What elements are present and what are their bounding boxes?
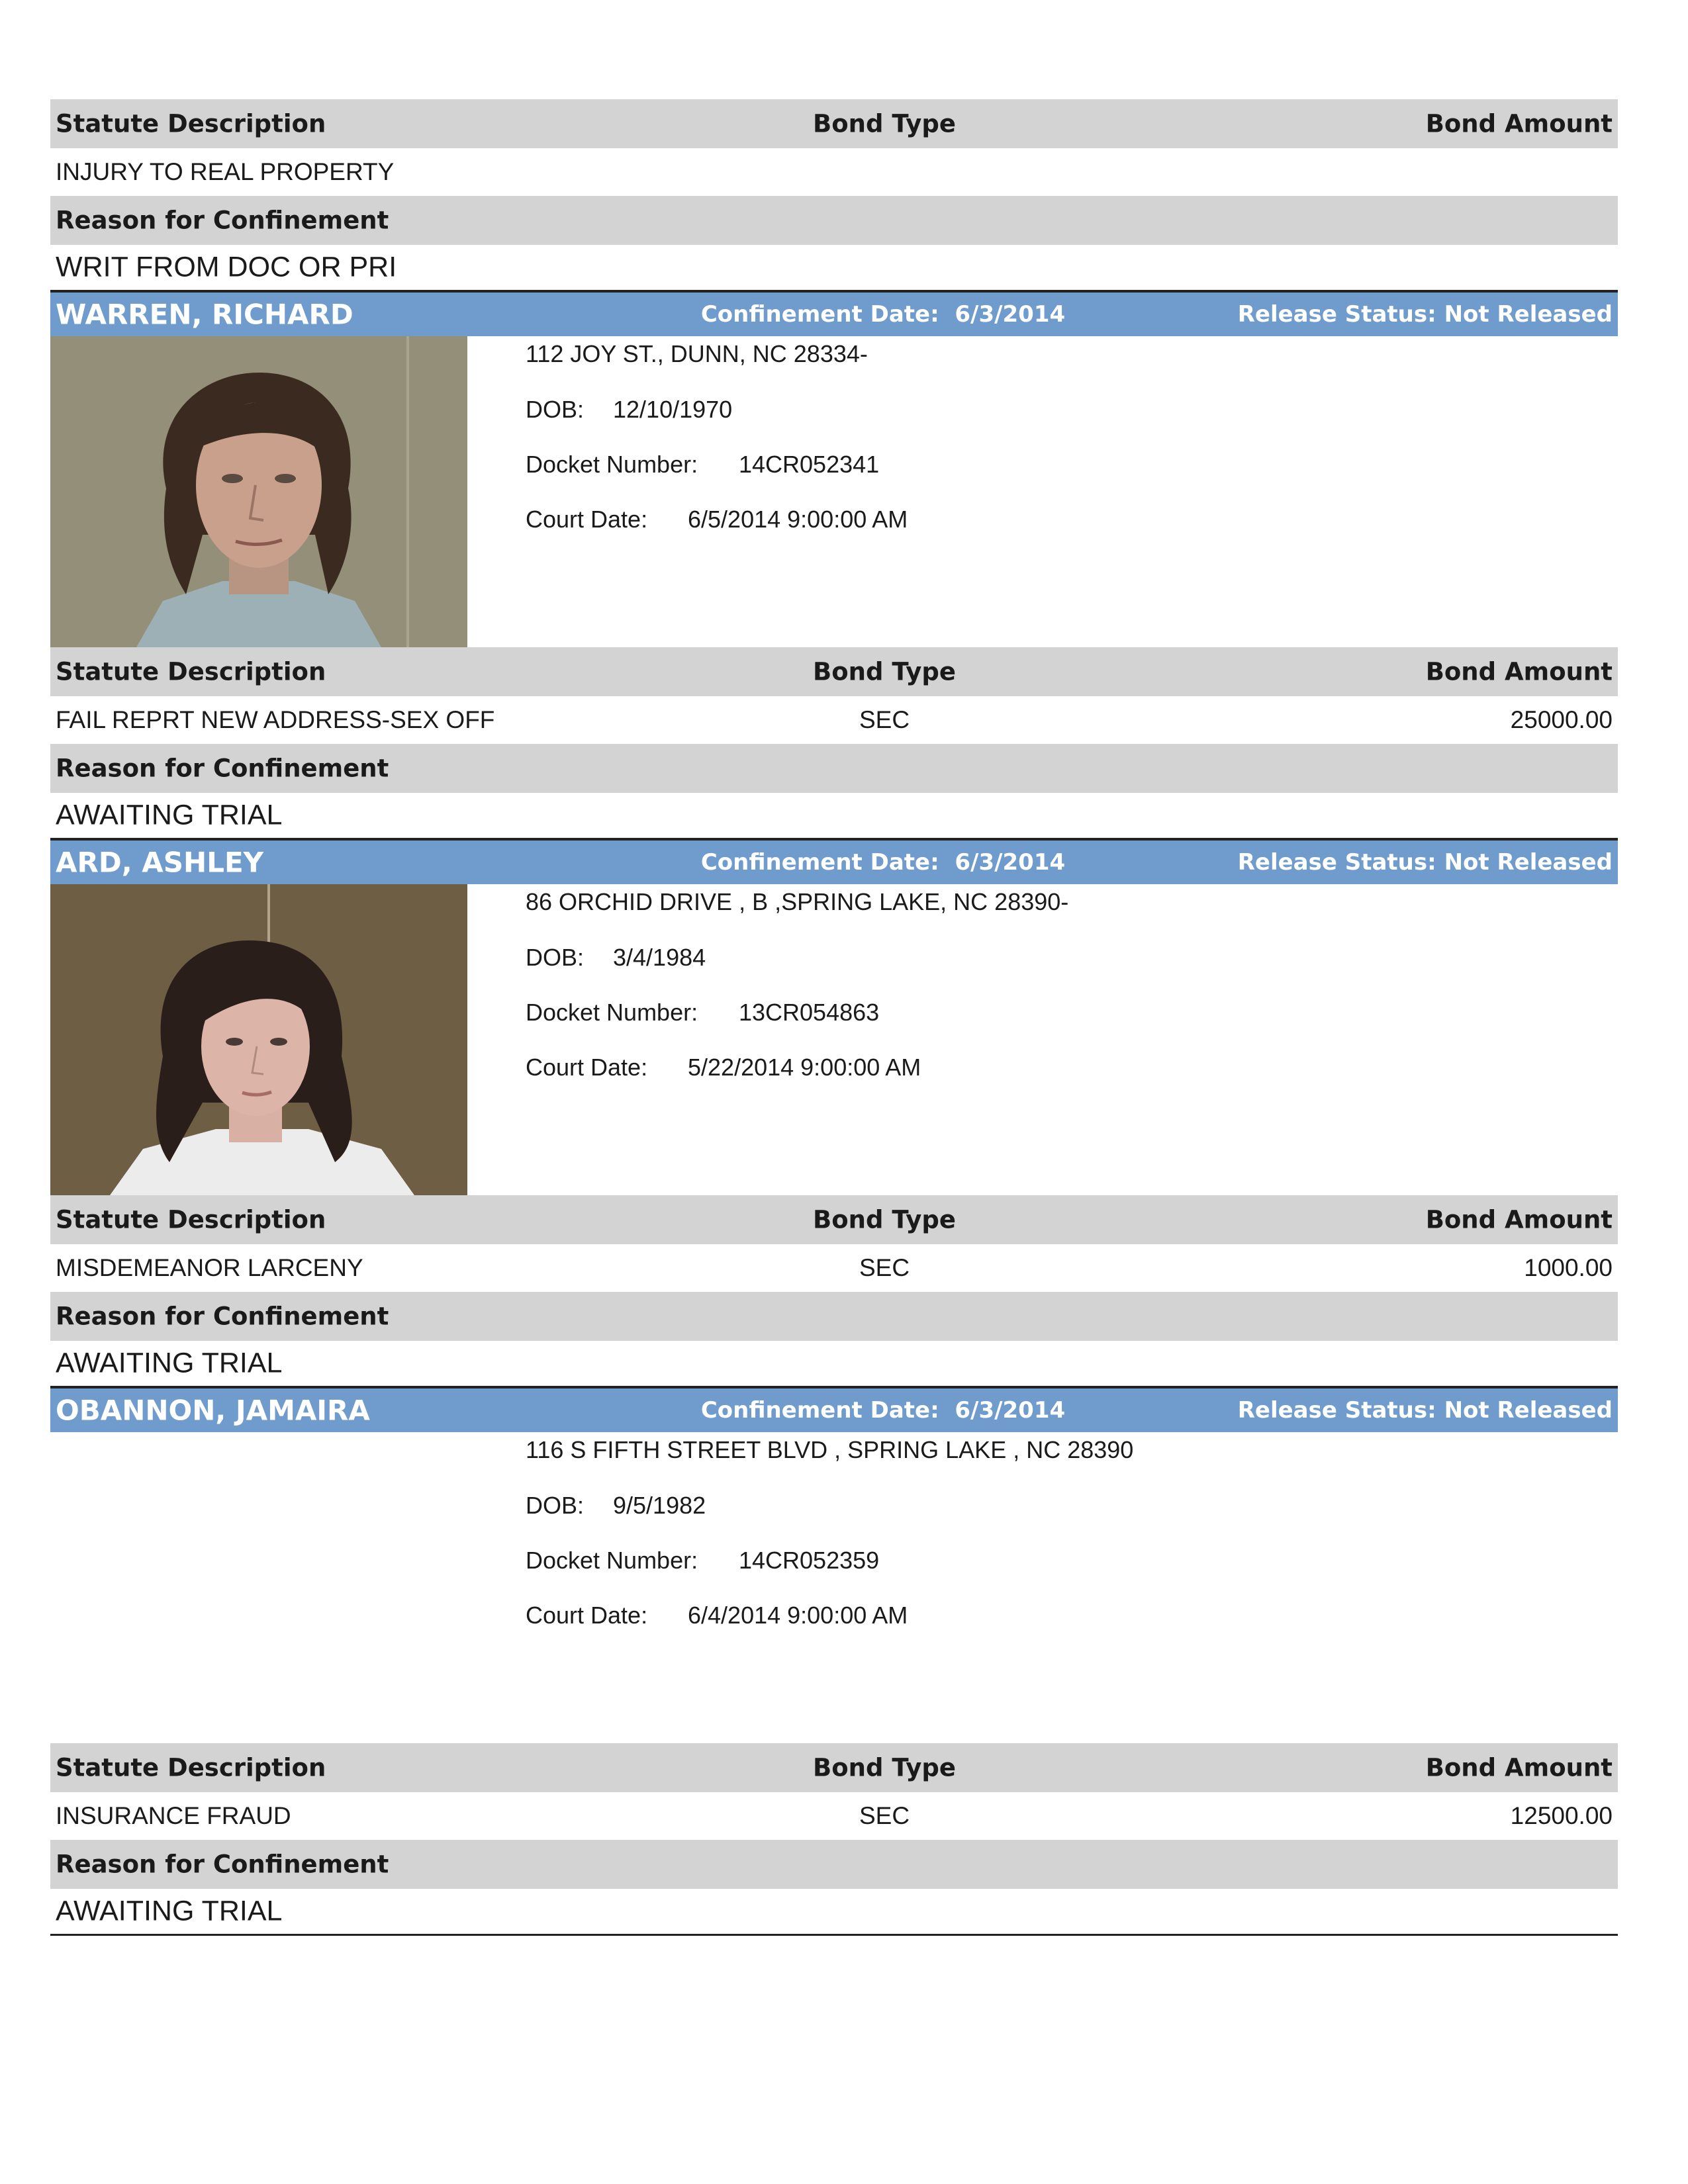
- mugshot-photo: [50, 884, 467, 1195]
- confinement-date: Confinement Date: 6/3/2014: [700, 849, 1066, 876]
- confinement-date: Confinement Date: 6/3/2014: [700, 301, 1066, 328]
- bond-amount: 12500.00: [1510, 1802, 1613, 1829]
- bond-amount-header: Bond Amount: [1425, 1205, 1613, 1234]
- statute-description-header: Statute Description: [56, 657, 326, 686]
- bond-amount-header: Bond Amount: [1425, 657, 1613, 686]
- bond-type-header: Bond Type: [813, 657, 956, 686]
- release-status: Release Status: Not Released: [1237, 849, 1613, 876]
- address: 86 ORCHID DRIVE , B ,SPRING LAKE, NC 28390-: [526, 888, 1069, 915]
- inmate-info: [50, 336, 1618, 647]
- address: 116 S FIFTH STREET BLVD , SPRING LAKE , NC 28390: [526, 1436, 1134, 1463]
- statute-description: MISDEMEANOR LARCENY: [56, 1254, 363, 1281]
- reason-header: Reason for Confinement: [56, 754, 389, 783]
- inmate-info: [50, 884, 1618, 1195]
- bond-amount: 25000.00: [1510, 706, 1613, 733]
- bond-type-header: Bond Type: [813, 1753, 956, 1782]
- bond-type-header: Bond Type: [813, 109, 956, 138]
- reason-value: WRIT FROM DOC OR PRI: [56, 251, 397, 283]
- reason-header: Reason for Confinement: [56, 1850, 389, 1879]
- bond-amount-header: Bond Amount: [1425, 1753, 1613, 1782]
- court-date-line: Court Date: 6/4/2014 9:00:00 AM: [526, 1602, 908, 1629]
- statute-header-row: [50, 1195, 1618, 1244]
- inmate-header: [50, 1388, 1618, 1432]
- release-status: Release Status: Not Released: [1237, 1397, 1613, 1424]
- release-status: Release Status: Not Released: [1237, 301, 1613, 328]
- bond-type: SEC: [859, 1254, 910, 1281]
- inmate-info: [50, 1432, 1618, 1743]
- docket-line: Docket Number: 14CR052341: [526, 451, 880, 478]
- docket-line: Docket Number: 13CR054863: [526, 999, 880, 1026]
- reason-header-row: [50, 744, 1618, 793]
- statute-value-row: [50, 1792, 1618, 1840]
- statute-description-header: Statute Description: [56, 1753, 326, 1782]
- inmate-header: [50, 841, 1618, 884]
- bond-type: SEC: [859, 706, 910, 733]
- reason-value: AWAITING TRIAL: [56, 1347, 283, 1379]
- mugshot-photo: [50, 336, 467, 647]
- statute-value-row: [50, 696, 1618, 744]
- statute-description: INJURY TO REAL PROPERTY: [56, 158, 395, 185]
- reason-value: AWAITING TRIAL: [56, 799, 283, 831]
- reason-value: AWAITING TRIAL: [56, 1895, 283, 1927]
- bond-amount: 1000.00: [1524, 1254, 1613, 1281]
- statute-value-row: [50, 148, 1618, 196]
- reason-row: [50, 1889, 1618, 1934]
- docket-line: Docket Number: 14CR052359: [526, 1547, 880, 1574]
- record-divider: [50, 1934, 1618, 1936]
- dob-line: DOB: 9/5/1982: [526, 1492, 706, 1519]
- reason-row: [50, 245, 1618, 290]
- reason-header-row: [50, 1292, 1618, 1341]
- dob-line: DOB: 3/4/1984: [526, 944, 706, 971]
- statute-header-row: [50, 99, 1618, 148]
- dob-line: DOB: 12/10/1970: [526, 396, 733, 423]
- court-date-line: Court Date: 6/5/2014 9:00:00 AM: [526, 506, 908, 533]
- inmate-name: OBANNON, JAMAIRA: [56, 1394, 370, 1427]
- inmate-name: WARREN, RICHARD: [56, 298, 353, 331]
- statute-description: INSURANCE FRAUD: [56, 1802, 291, 1829]
- confinement-date: Confinement Date: 6/3/2014: [700, 1397, 1066, 1424]
- reason-header-row: [50, 1840, 1618, 1889]
- reason-row: [50, 793, 1618, 838]
- statute-description-header: Statute Description: [56, 109, 326, 138]
- statute-description: FAIL REPRT NEW ADDRESS-SEX OFF: [56, 706, 495, 733]
- statute-header-row: [50, 1743, 1618, 1792]
- bond-type: SEC: [859, 1802, 910, 1829]
- address: 112 JOY ST., DUNN, NC 28334-: [526, 340, 868, 367]
- reason-header: Reason for Confinement: [56, 1302, 389, 1331]
- statute-description-header: Statute Description: [56, 1205, 326, 1234]
- jail-roster-page: [50, 99, 1618, 1936]
- inmate-name: ARD, ASHLEY: [56, 846, 264, 879]
- statute-header-row: [50, 647, 1618, 696]
- court-date-line: Court Date: 5/22/2014 9:00:00 AM: [526, 1054, 921, 1081]
- reason-header: Reason for Confinement: [56, 206, 389, 235]
- bond-type-header: Bond Type: [813, 1205, 956, 1234]
- reason-row: [50, 1341, 1618, 1386]
- inmate-header: [50, 293, 1618, 336]
- reason-header-row: [50, 196, 1618, 245]
- statute-value-row: [50, 1244, 1618, 1292]
- bond-amount-header: Bond Amount: [1425, 109, 1613, 138]
